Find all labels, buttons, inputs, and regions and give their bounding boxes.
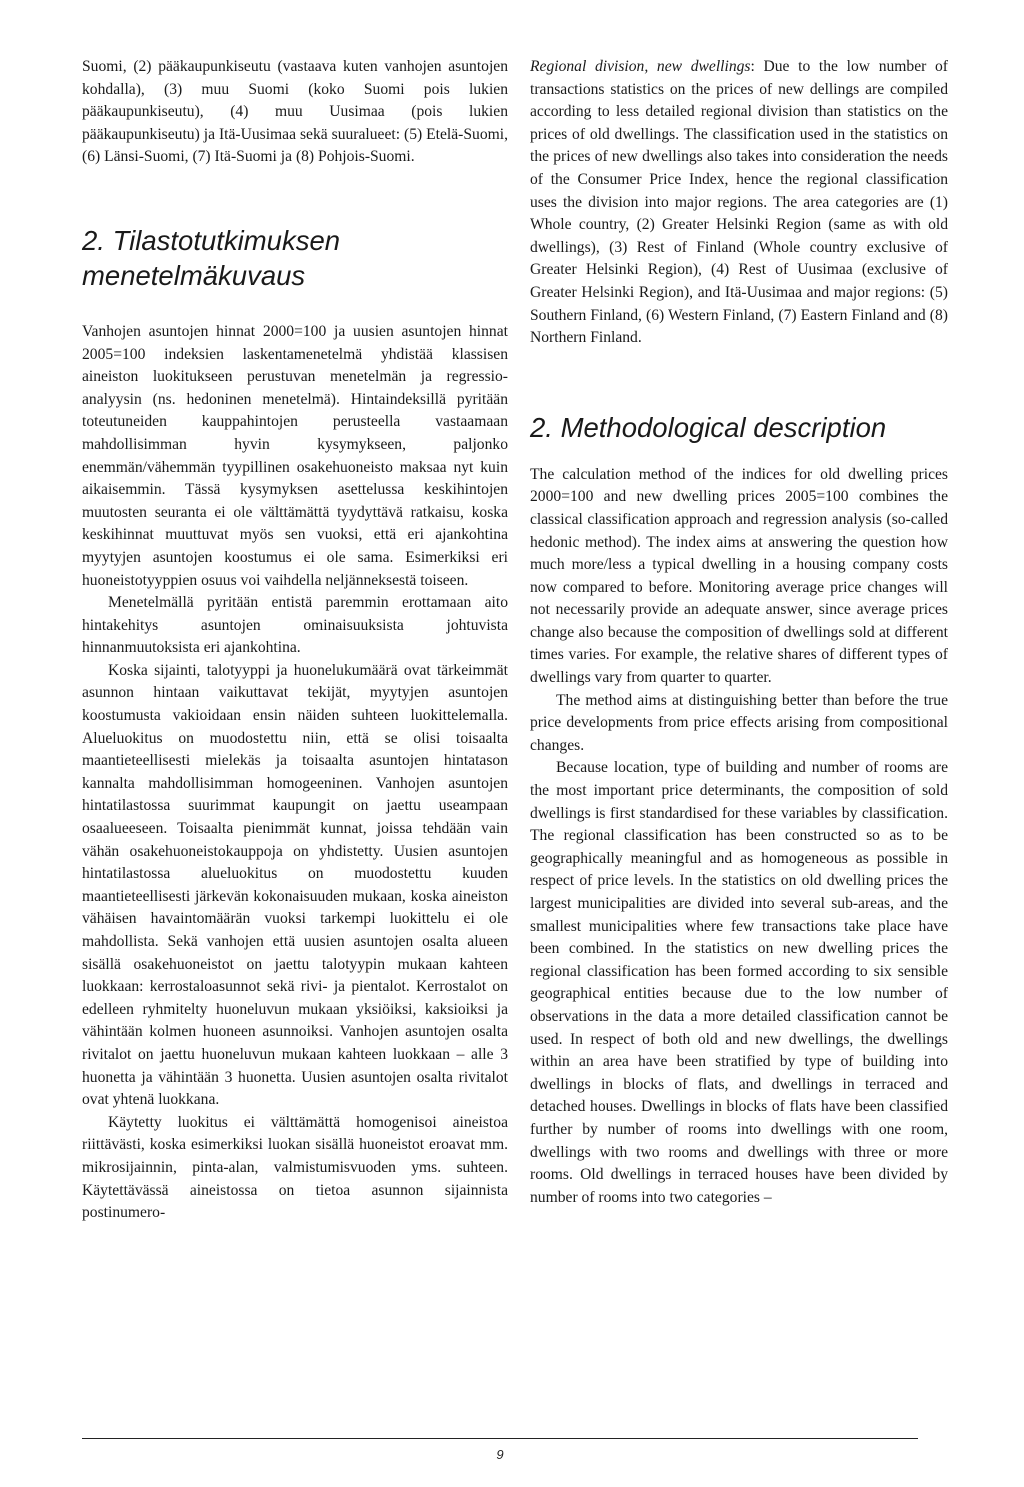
section-heading-fi: 2. Tilastotutkimuksen menetelmäkuvaus — [82, 224, 341, 291]
page-number: 9 — [496, 1447, 504, 1462]
body-paragraph-fi-1: Vanhojen asuntojen hinnat 2000=100 ja uusien asuntojen hinnat 2005=100 indeksien laskentamenetelmä yhdistää klassisen aineiston luokitukseen perustuvan menetelmän ja regressio-analyysin (ns. hedoninen menetelmä). Hintaindeksillä pyritään toteutuneiden kauppahintojen perusteella vastaamaan mahdollisimman hyvin kysymykseen, paljonko enemmän/vähemmän tyypillinen osakehuoneisto maksaa nyt kuin aikaisemmin. Tässä kysymyksen asettelussa keskihintojen muutosten seuranta ei ole välttämättä tyydyttävä ratkaisu, koska keskihinnat muuttuvat myös sen vuoksi, että eri ajankohtina myytyjen asuntojen koostumus ei ole sama. Esimerkiksi eri huoneistotyyppien osuus voi vaihdella neljänneksestä toiseen. — [82, 322, 508, 589]
body-paragraph-fi-2: Menetelmällä pyritään entistä paremmin erottamaan aito hintakehitys asuntojen ominaisuuksista johtuvista hinnanmuutoksista eri ajankohtina. — [82, 594, 508, 657]
intro-text-en: : Due to the low number of transactions statistics on the prices of new dellings are compiled according to less detailed regional division than statistics on the prices of old dwellings. The classification used in the statistics on the prices of new dwellings also takes into consideration the needs of the Consumer Price Index, hence the regional classification uses the division into major regions. The area categories are (1) Whole country, (2) Greater Helsinki Region (same as with old dwellings), (3) Rest of Finland (Whole country exclusive of Greater Helsinki Region), (4) Rest of Uusimaa (exclusive of Greater Helsinki Region), and Itä-Uusimaa and major regions: (5) Southern Finland, (6) Western Finland, (7) Eastern Finland and (8) Northern Finland. — [530, 58, 948, 347]
left-column-finnish — [82, 56, 508, 1225]
section-heading-en: 2. Methodological description — [530, 411, 887, 443]
body-paragraph-en-2: The method aims at distinguishing better than before the true price developments from price effects arising from compositional changes. — [530, 691, 948, 754]
intro-paragraph-en — [530, 56, 948, 350]
footer-rule — [82, 1438, 918, 1439]
body-paragraph-en-1: The calculation method of the indices for old dwelling prices 2000=100 and new dwelling prices 2005=100 combines the classical classification approach and regression analysis (so-called hedonic method). The index aims at answering the question how much more/less a typical dwelling in a housing company costs now compared to before. Monitoring average price changes will not necessarily provide an adequate answer, since average prices change also because the composition of dwellings sold at different times varies. For example, the relative shares of different types of dwellings vary from quarter to quarter. — [530, 465, 948, 687]
intro-paragraph-fi: Suomi, (2) pääkaupunkiseutu (vastaava kuten vanhojen asuntojen kohdalla), (3) muu Suomi (koko Suomi pois lukien pääkaupunkiseutu), (4) muu Uusimaa (pois lukien pääkaupunkiseutu) ja Itä-Uusimaa sekä suuralueet: (5) Etelä-Suomi, (6) Länsi-Suomi, (7) Itä-Suomi ja (8) Pohjois-Suomi. — [82, 58, 508, 166]
right-column-english — [530, 56, 948, 1209]
body-paragraph-fi-4: Käytetty luokitus ei välttämättä homogenisoi aineistoa riittävästi, koska esimerkiksi luokan sisällä huoneistot eroavat mm. mikrosijainnin, pinta-alan, valmistumisvuoden yms. suhteen. Käytettävässä aineistossa on tietoa asunnon sijainnista postinumero- — [82, 1113, 508, 1222]
body-paragraph-fi-3: Koska sijainti, talotyyppi ja huonelukumäärä ovat tärkeimmät asunnon hintaan vaikuttavat tekijät, myytyjen asuntojen koostumusta vakioidaan ensin näiden suhteen luokittelemalla. Alueluokitus on muodostettu niin, että se olisi toisaalta maantieteellisesti mielekäs ja toisaalta asuntojen hintatason kannalta mahdollisimman homogeeninen. Vanhojen asuntojen hintatilastossa suurimmat kaupungit on jaettu useampaan osaalueeseen. Toisaalta pienimmät kunnat, joissa tehdään vain vähän osakehuoneistokauppoja on yhdistetty. Uusien asuntojen hintatilastossa alueluokitus on muodostettu kuuden maantieteellisesti järkevän kokonaisuuden mukaan, koska aineiston vähäisen havaintomäärän vuoksi tarkempi luokittelu ei ole mahdollista. Sekä vanhojen että uusien asuntojen osalta alueen sisällä osakehuoneistot on jaettu talotyypin mukaan kahteen luokkaan: kerrostaloasunnot sekä rivi- ja pientalot. Kerrostalot on edelleen ryhmitelty huoneluvun mukaan yksiöiksi, kaksioiksi ja vähintään kolmen huoneen asunnoiksi. Vanhojen asuntojen osalta rivitalot on jaettu huoneluvun mukaan kahteen luokkaan – alle 3 huonetta ja vähintään 3 huonetta. Uusien asuntojen osalta rivitalot ovat yhtenä luokkana. — [82, 661, 508, 1109]
body-paragraph-en-3: Because location, type of building and number of rooms are the most important price determinants, the composition of sold dwellings is first standardised for these variables by classification. The regional classification has been constructed so as to be geographically meaningful and as homogeneous as possible in respect of price levels. In the statistics on old dwelling prices the largest municipalities are divided into several sub-areas, and the smallest municipalities where few transactions take place have been combined. In the statistics on new dwelling prices the regional classification has been formed according to six sensible geographical entities because due to the low number of observations in the data a more detailed classification cannot be used. In respect of both old and new dwellings, the dwellings within an area have been stratified by type of building into dwellings in blocks of flats, and dwellings in terraced and detached houses. Dwellings in blocks of flats have been classified further by number of rooms into dwellings with one room, dwellings with two rooms and dwellings with three or more rooms. Old dwellings in terraced houses have been divided by number of rooms into two categories – — [530, 759, 948, 1206]
intro-label-en: Regional division, new dwellings — [530, 58, 751, 75]
